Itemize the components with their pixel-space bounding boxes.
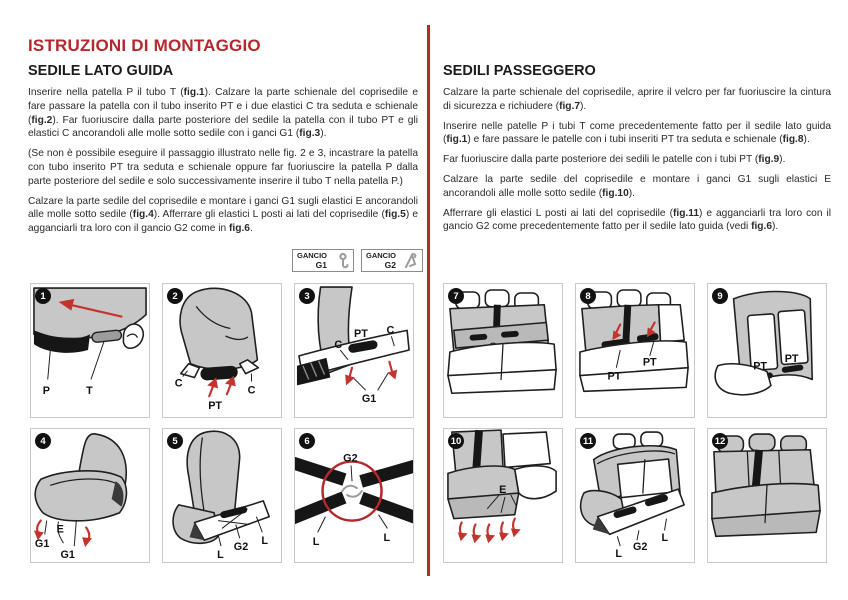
- figure-label: L: [217, 548, 224, 561]
- figure-number-badge: 3: [299, 288, 315, 304]
- figure-6: [294, 428, 414, 563]
- figure-grid-right: [443, 283, 827, 563]
- left-column: [28, 36, 418, 242]
- hook-g2-icon: [404, 252, 418, 270]
- figure-number-badge: 10: [448, 433, 464, 449]
- figure-label: L: [261, 535, 268, 548]
- figure-label: L: [312, 536, 320, 549]
- figure-3-illustration: [295, 284, 413, 417]
- figure-3: [294, 283, 414, 418]
- hook-legend-g2: [361, 249, 423, 272]
- figure-5-illustration: [163, 429, 281, 562]
- figure-5: [162, 428, 282, 563]
- figure-label: G2: [233, 541, 249, 554]
- figure-10-illustration: [444, 429, 562, 562]
- figure-label: P: [42, 385, 51, 398]
- figure-label: C: [334, 339, 343, 352]
- figure-7-illustration: [444, 284, 562, 417]
- figure-label: C: [247, 384, 256, 397]
- figure-label: PT: [642, 356, 657, 369]
- figure-number-badge: 12: [712, 433, 728, 449]
- right-heading: SEDILI PASSEGGERO: [443, 63, 596, 79]
- figure-1-illustration: [31, 284, 149, 417]
- hook-legend-label: GANCIO: [366, 250, 396, 260]
- figure-label: PT: [607, 370, 622, 383]
- figure-number-badge: 11: [580, 433, 596, 449]
- hook-legend: [292, 249, 423, 272]
- figure-number-badge: 9: [712, 288, 728, 304]
- figure-label: G1: [60, 548, 75, 561]
- figure-2: [162, 283, 282, 418]
- figure-8: [575, 283, 695, 418]
- left-heading: SEDILE LATO GUIDA: [28, 63, 174, 79]
- figure-label: L: [615, 547, 622, 560]
- figure-12-illustration: [708, 429, 826, 562]
- right-column: [443, 36, 831, 240]
- figure-label: E: [499, 484, 507, 497]
- figure-12: [707, 428, 827, 563]
- figure-9-illustration: [708, 284, 826, 417]
- figure-label: L: [383, 532, 391, 545]
- figure-label: PT: [784, 352, 799, 365]
- figure-number-badge: 2: [167, 288, 183, 304]
- figure-label: G1: [34, 538, 50, 551]
- figure-number-badge: 6: [299, 433, 315, 449]
- figure-number-badge: 1: [35, 288, 51, 304]
- hook-g1-icon: [337, 252, 349, 270]
- figure-label: L: [661, 532, 669, 545]
- figure-label: PT: [354, 328, 368, 341]
- right-paragraph: Inserire nelle patelle P i tubi T come precedentemente fatto per il sedile lato guida (fig.1) e fare passare le patelle con i tubi inseriti PT tra seduta e schienale (fig.8).: [443, 120, 831, 146]
- left-paragraph: Inserire nella patella P il tubo T (fig.1). Calzare la parte schienale del coprisedile e fare passare la patella con il tubo inserito PT e i due elastici C tra seduta e schienale (fig.2). Far fuoriuscire dalla parte posteriore del sedile la patella con il tubo PT e gli elastici C ancorandoli alle molle sotto sedile con i ganci G1 (fig.3).: [28, 87, 419, 140]
- figure-number-badge: 4: [35, 433, 51, 449]
- figure-9: [707, 283, 827, 418]
- figure-11-illustration: [576, 429, 694, 562]
- figure-label: T: [86, 385, 93, 398]
- right-paragraph: Calzare la parte schienale del coprisedile, aprire il velcro per far fuoriuscire la cintura di sicurezza e richiudere (fig.7).: [443, 87, 831, 112]
- figure-label: G2: [633, 541, 648, 554]
- figure-number-badge: 7: [448, 288, 464, 304]
- figure-8-illustration: [576, 284, 694, 417]
- figure-7: [443, 283, 563, 418]
- figure-number-badge: 8: [580, 288, 596, 304]
- page-title: ISTRUZIONI DI MONTAGGIO: [28, 36, 261, 55]
- hook-legend-g1: [292, 249, 354, 272]
- left-paragraph: (Se non è possibile eseguire il passaggio illustrato nelle fig. 2 e 3, incastrare la patella con tubo inserito PT tra seduta e schienale oppure far fuoriuscire la patella P dalla parte posteriore del sedile e solo successivamente inserire il tubo T nella patella P.): [28, 148, 418, 187]
- figure-number-badge: 5: [167, 433, 183, 449]
- figure-4-illustration: [31, 429, 149, 562]
- figure-label: E: [56, 523, 64, 536]
- right-paragraph: Calzare la parte sedile del coprisedile e montare i ganci G1 sugli elastici E ancorandoli alle molle sotto sedile (fig.10).: [443, 173, 831, 199]
- figure-11: [575, 428, 695, 563]
- figure-label: C: [386, 324, 395, 337]
- figure-label: G1: [361, 393, 377, 406]
- figure-10: [443, 428, 563, 563]
- right-paragraph: Afferrare gli elastici L posti ai lati del coprisedile (fig.11) e agganciarli tra loro con il gancio G2 come precedentemente fatto per il sedile lato guida (vedi fig.6).: [443, 207, 831, 233]
- figure-2-illustration: [163, 284, 281, 417]
- hook-legend-code: G2: [384, 260, 396, 270]
- figure-label: PT: [208, 400, 223, 413]
- left-paragraph: Calzare la parte sedile del coprisedile e montare i ganci G1 sugli elastici E ancorandoli alle molle sotto sedile (fig.4). Afferrare gli elastici L posti ai lati del coprisedile (fig.5) e agganciarli tra loro con il gancio G2 come in fig.6.: [28, 195, 418, 235]
- figure-grid-left: [30, 283, 414, 563]
- hook-legend-label: GANCIO: [297, 250, 327, 260]
- figure-label: G2: [343, 452, 358, 465]
- figure-label: C: [174, 377, 183, 390]
- figure-label: PT: [753, 360, 768, 373]
- column-divider: [427, 25, 430, 576]
- figure-6-illustration: [295, 429, 413, 562]
- figure-1: [30, 283, 150, 418]
- hook-legend-code: G1: [315, 260, 327, 270]
- figure-4: [30, 428, 150, 563]
- right-paragraph: Far fuoriuscire dalla parte posteriore dei sedili le patelle con i tubi PT (fig.9).: [443, 154, 786, 166]
